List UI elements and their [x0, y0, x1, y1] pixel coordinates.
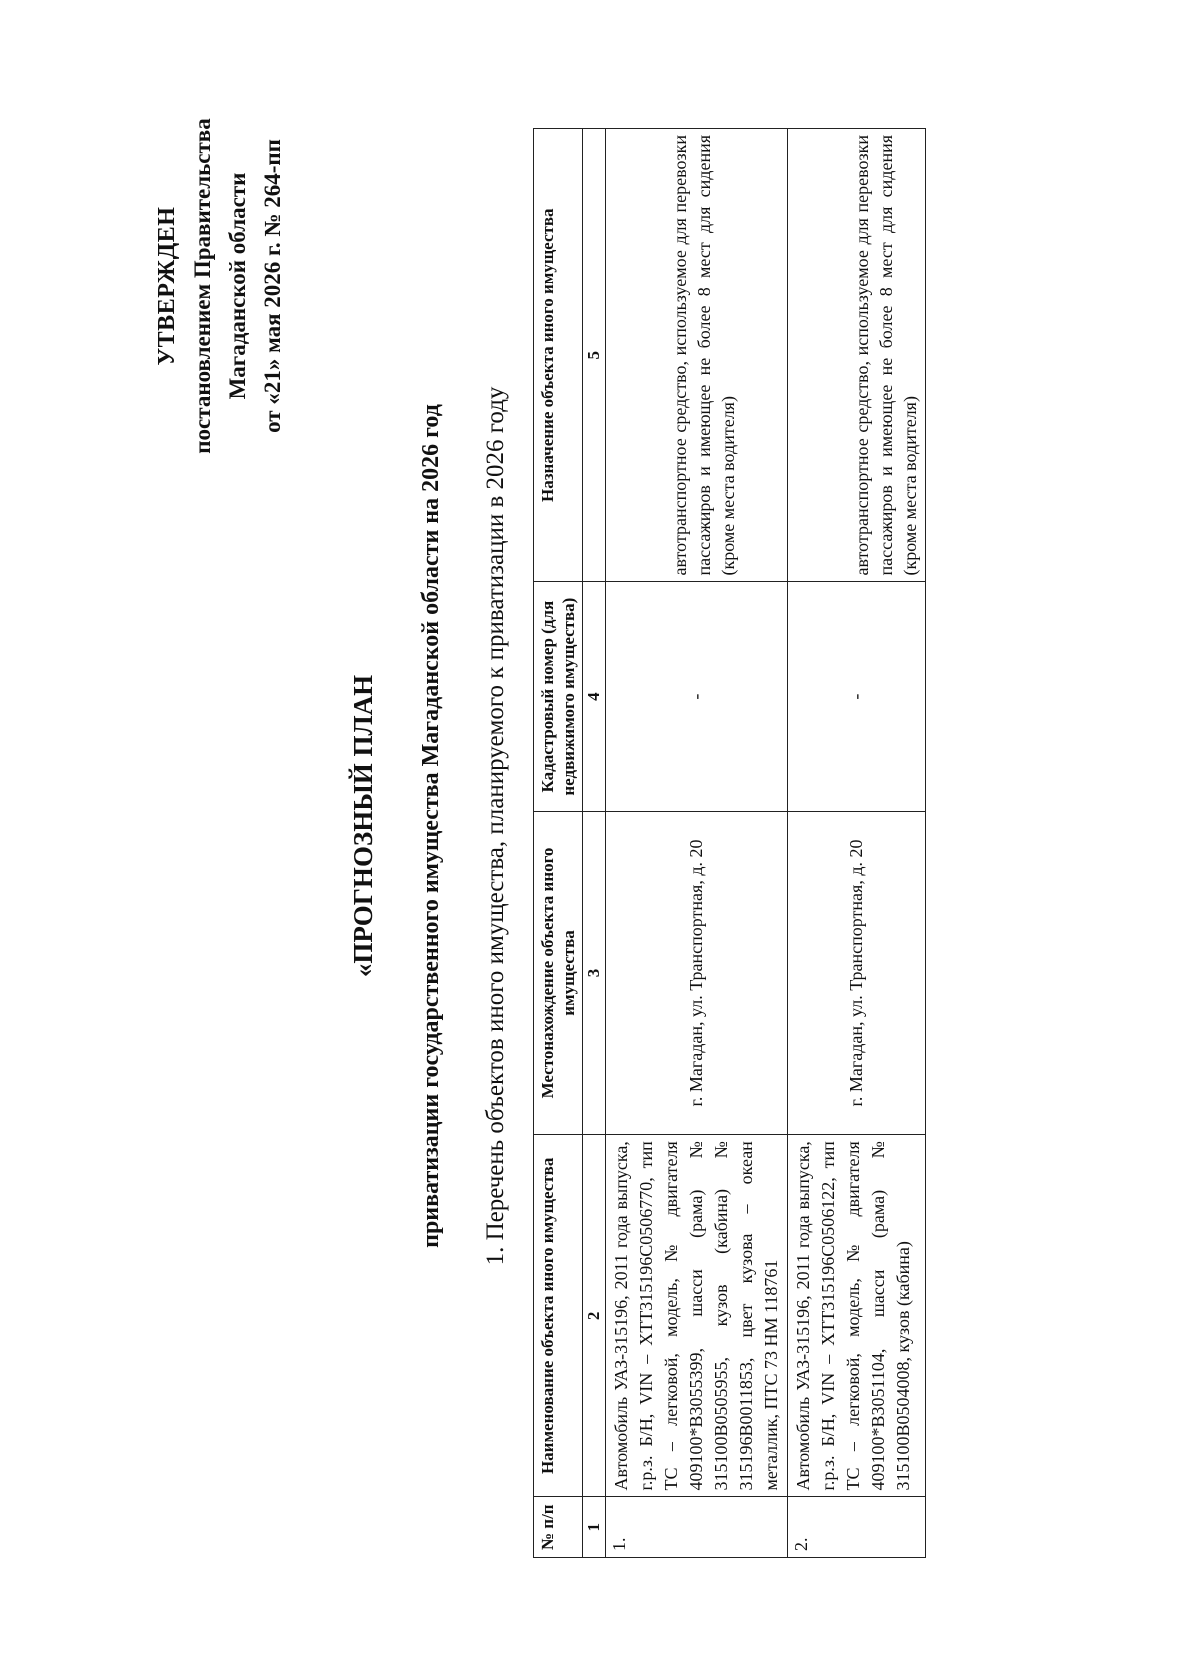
- approval-stamp: УТВЕРЖДЕН: [154, 206, 180, 366]
- column-number-row: [583, 129, 606, 1558]
- column-number: 1: [583, 1497, 606, 1558]
- table-row: [606, 129, 788, 1558]
- column-number: 2: [583, 1135, 606, 1497]
- approval-line-2: Магаданской области: [225, 172, 250, 400]
- column-number: 3: [583, 811, 606, 1134]
- header-name: Наименование объекта иного имущества: [534, 1135, 583, 1497]
- document-title: «ПРОГНОЗНЫЙ ПЛАН: [348, 674, 378, 978]
- header-purpose: Назначение объекта иного имущества: [534, 129, 583, 582]
- cadastral-number: -: [606, 582, 788, 811]
- property-location: г. Магадан, ул. Транспортная, д. 20: [788, 811, 926, 1134]
- privatization-table: [533, 128, 926, 1558]
- header-cadastral: Кадастровый номер (для недвижимого имущества): [534, 582, 583, 811]
- property-purpose: автотранспортное средство, используемое для перевозки пассажиров и имеющее не более 8 мест для сидения (кроме места водителя): [788, 129, 926, 582]
- column-number: 4: [583, 582, 606, 811]
- approval-date-number: от «21» мая 2026 г. № 264-пп: [260, 139, 285, 433]
- property-name: Автомобиль УАЗ-315196, 2011 года выпуска, г.р.з. Б/Н, VIN – XTT315196C0506770, тип ТС – легковой, модель, № двигателя 409100*B3055399, шасси (рама) № 315100B0505955, кузов (кабина) № 315196B0011853, цвет кузова – океан металлик, ПТС 73 НМ 118761: [606, 1135, 788, 1497]
- approval-block: [150, 66, 290, 506]
- row-number: 2.: [788, 1497, 926, 1558]
- property-purpose: автотранспортное средство, используемое для перевозки пассажиров и имеющее не более 8 мест для сидения (кроме места водителя): [606, 129, 788, 582]
- row-number: 1.: [606, 1497, 788, 1558]
- column-number: 5: [583, 129, 606, 582]
- table-header-row: [534, 129, 583, 1558]
- header-location: Местонахождение объекта иного имущества: [534, 811, 583, 1134]
- property-location: г. Магадан, ул. Транспортная, д. 20: [606, 811, 788, 1134]
- table-row: [788, 129, 926, 1558]
- document-subtitle: приватизации государственного имущества Магаданской области на 2026 год: [418, 404, 444, 1248]
- cadastral-number: -: [788, 582, 926, 811]
- header-number: № п/п: [534, 1497, 583, 1558]
- section-heading: 1. Перечень объектов иного имущества, планируемого к приватизации в 2026 году: [482, 386, 509, 1266]
- property-name: Автомобиль УАЗ-315196, 2011 года выпуска, г.р.з. Б/Н, VIN – XTT315196C0506122, тип ТС – легковой, модель, № двигателя 409100*B3051104, шасси (рама) № 315100B0504008, кузов (кабина): [788, 1135, 926, 1497]
- approval-line-1: постановлением Правительства: [190, 118, 215, 454]
